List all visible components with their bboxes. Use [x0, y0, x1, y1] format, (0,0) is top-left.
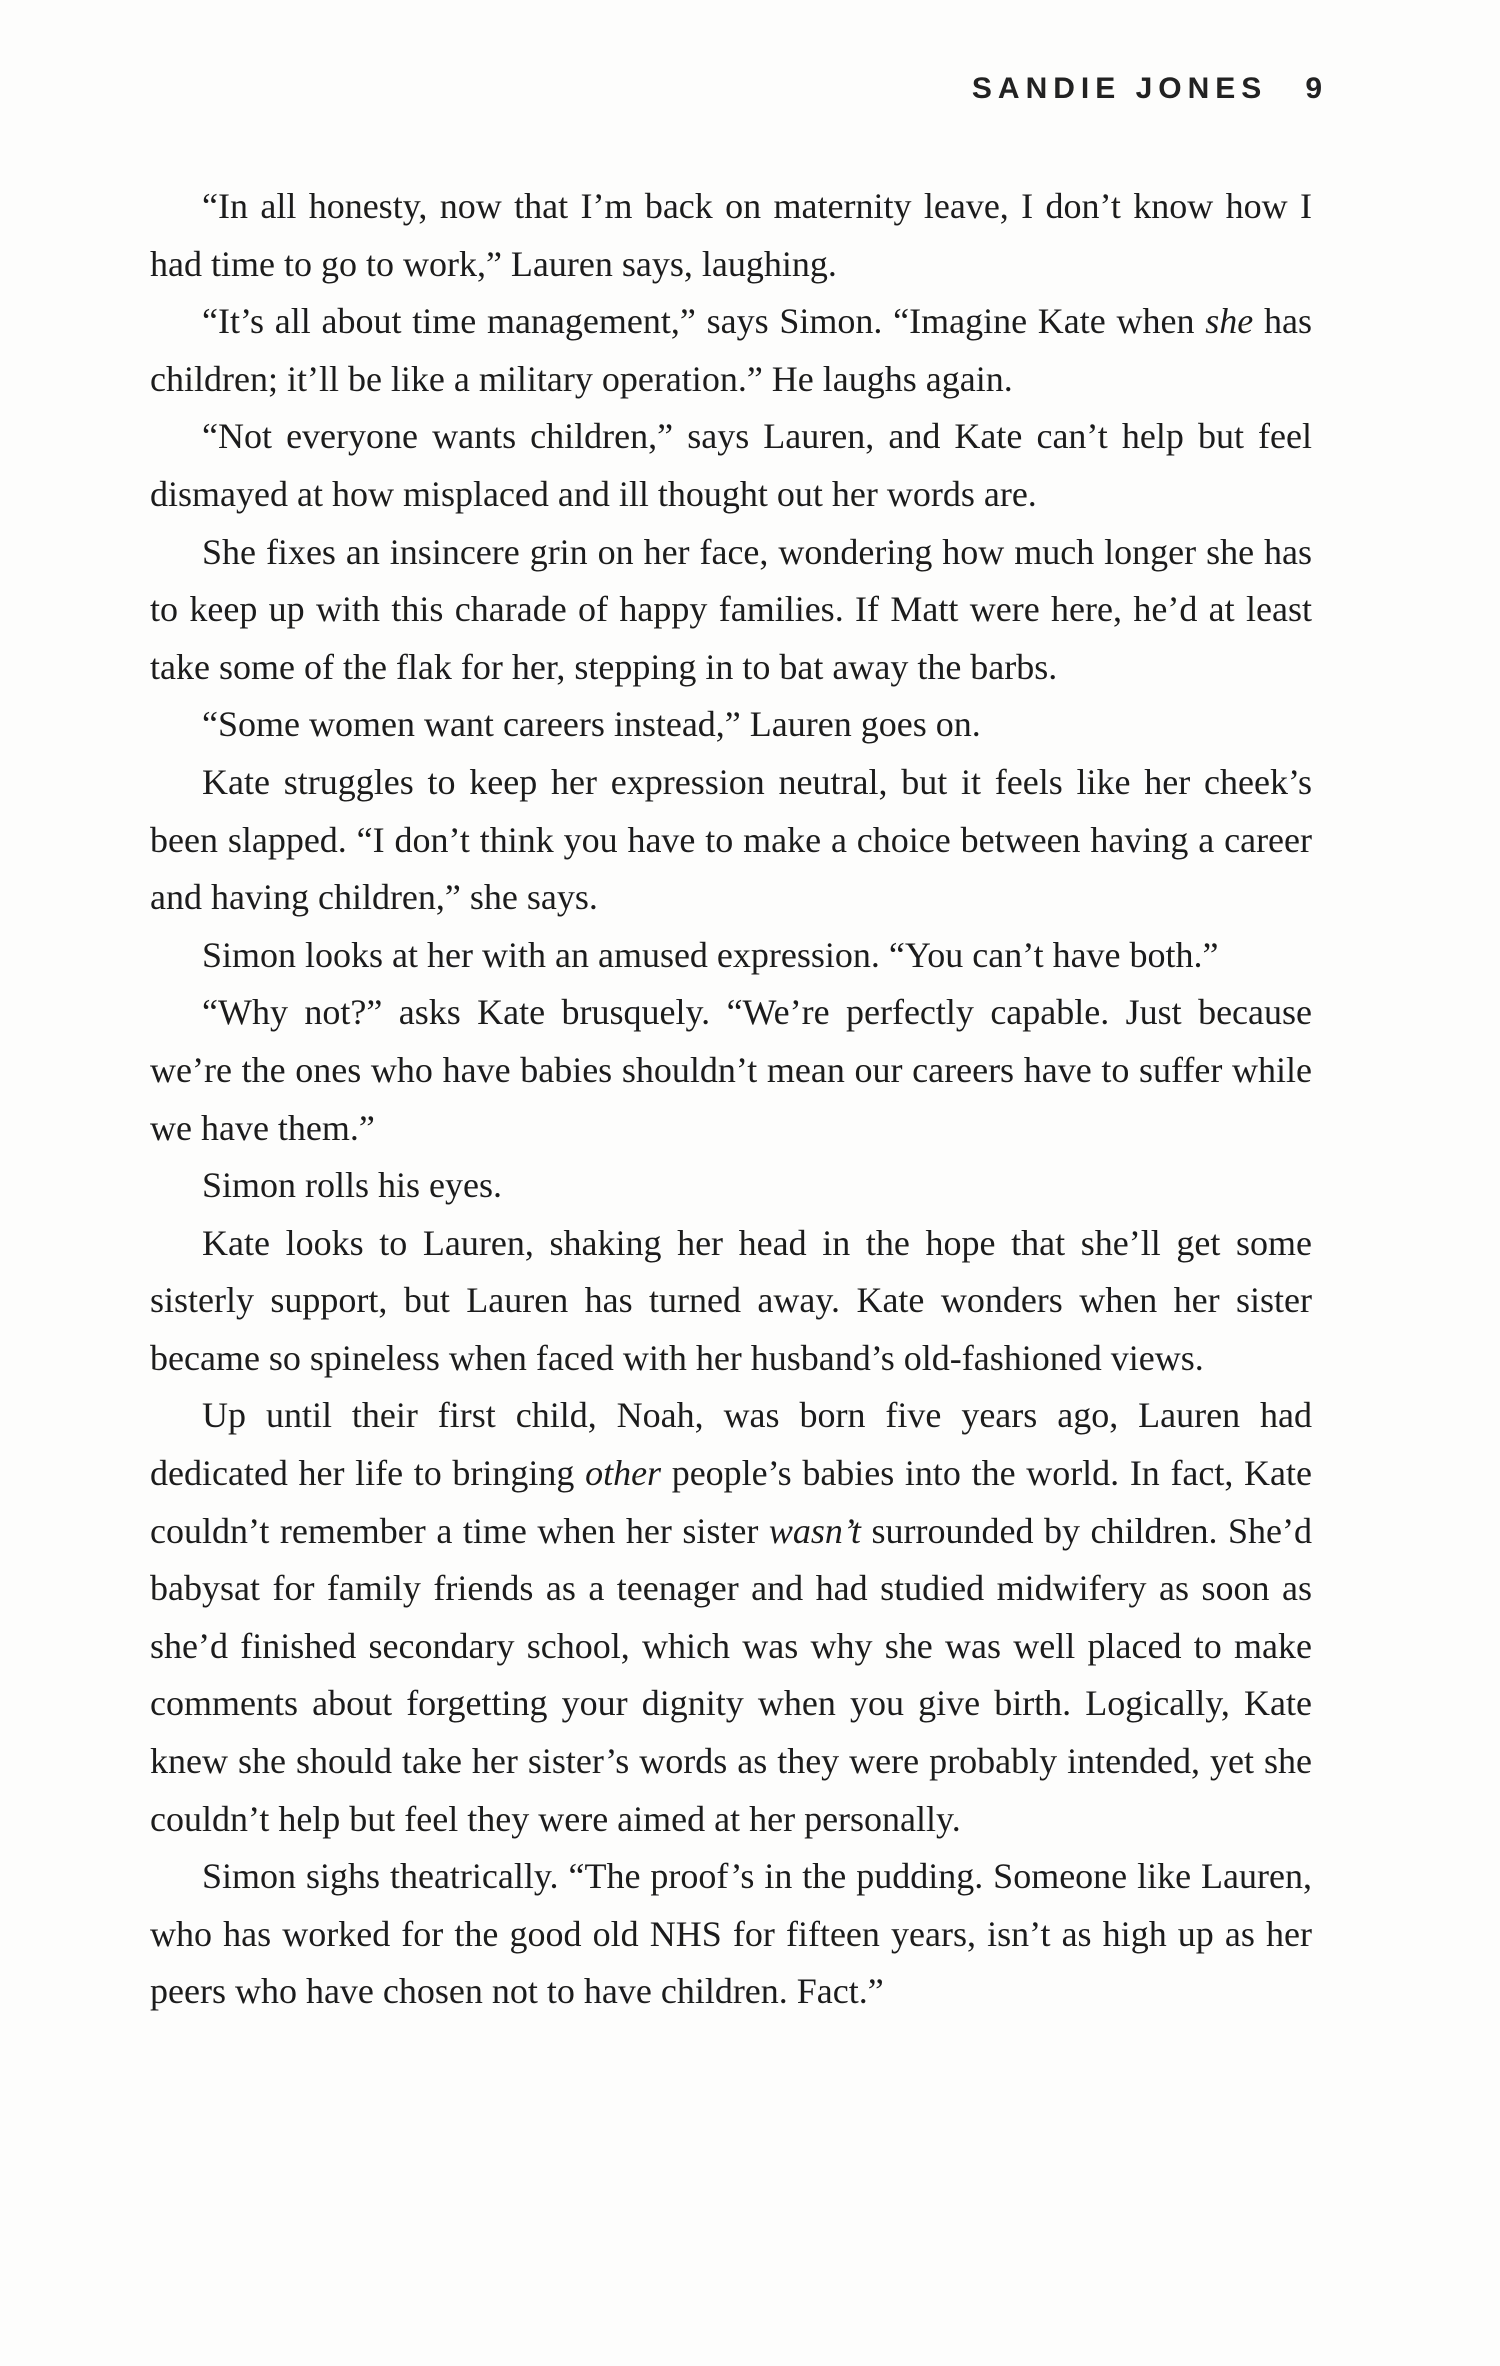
body-text — [150, 178, 1312, 2021]
running-head — [972, 72, 1322, 106]
paragraph-1 — [150, 178, 1312, 293]
text-run: Simon looks at her with an amused expression. “You can’t have both.” — [202, 934, 1219, 975]
italic-text: wasn’t — [768, 1510, 861, 1551]
text-run: “Why not?” asks Kate brusquely. “We’re perfectly capable. Just because we’re the ones who have babies shouldn’t mean our careers have to suffer while we have them.” — [150, 992, 1312, 1148]
text-run: Simon sighs theatrically. “The proof’s in the pudding. Someone like Lauren, who has worked for the good old NHS for fifteen years, isn’t as high up as her peers who have chosen not to have children. Fact.” — [150, 1856, 1312, 2012]
text-run: “Some women want careers instead,” Lauren goes on. — [202, 704, 981, 745]
text-run: surrounded by children. She’d babysat for family friends as a teenager and had studied midwifery as soon as she’d finished secondary school, which was why she was well placed to make comments about forgetting your dignity when you give birth. Logically, Kate knew she should take her sister’s words as they were probably intended, yet she couldn’t help but feel they were aimed at her personally. — [150, 1510, 1312, 1839]
paragraph-11 — [150, 1387, 1312, 1848]
text-run: Kate struggles to keep her expression neutral, but it feels like her cheek’s been slapped. “I don’t think you have to make a choice between having a career and having children,” she says. — [150, 761, 1312, 918]
text-run: Kate looks to Lauren, shaking her head in the hope that she’ll get some sisterly support, but Lauren has turned away. Kate wonders when her sister became so spineless when faced with her husband’s old-fashioned views. — [150, 1222, 1312, 1378]
italic-text: she — [1205, 301, 1254, 342]
paragraph-4 — [150, 524, 1312, 697]
paragraph-7 — [150, 927, 1312, 985]
paragraph-10 — [150, 1215, 1312, 1388]
paragraph-5 — [150, 696, 1312, 754]
paragraph-6 — [150, 754, 1312, 927]
text-run: has children; it’ll be like a military operation.” He laughs again. — [150, 301, 1312, 399]
text-run: “Not everyone wants children,” says Lauren, and Kate can’t help but feel dismayed at how misplaced and ill thought out her words are. — [150, 416, 1312, 514]
page-number: 9 — [1305, 72, 1322, 105]
text-run: Simon rolls his eyes. — [202, 1165, 503, 1206]
paragraph-12 — [150, 1848, 1312, 2021]
paragraph-3 — [150, 408, 1312, 523]
text-run: Up until their first child, Noah, was born five years ago, Lauren had dedicated her life to bringing — [150, 1395, 1312, 1494]
paragraph-8 — [150, 984, 1312, 1157]
text-run: She fixes an insincere grin on her face, wondering how much longer she has to keep up with this charade of happy families. If Matt were here, he’d at least take some of the flak for her, stepping in to bat away the barbs. — [150, 531, 1312, 687]
paragraph-2 — [150, 293, 1312, 408]
author-name: SANDIE JONES — [971, 72, 1268, 105]
paragraph-9 — [150, 1157, 1312, 1215]
text-run: “In all honesty, now that I’m back on maternity leave, I don’t know how I had time to go to work,” Lauren says, laughing. — [150, 186, 1312, 284]
italic-text: other — [585, 1453, 662, 1494]
text-run: people’s babies into the world. In fact, Kate couldn’t remember a time when her sister — [150, 1453, 1312, 1551]
text-run: “It’s all about time management,” says Simon. “Imagine Kate when — [202, 301, 1206, 342]
